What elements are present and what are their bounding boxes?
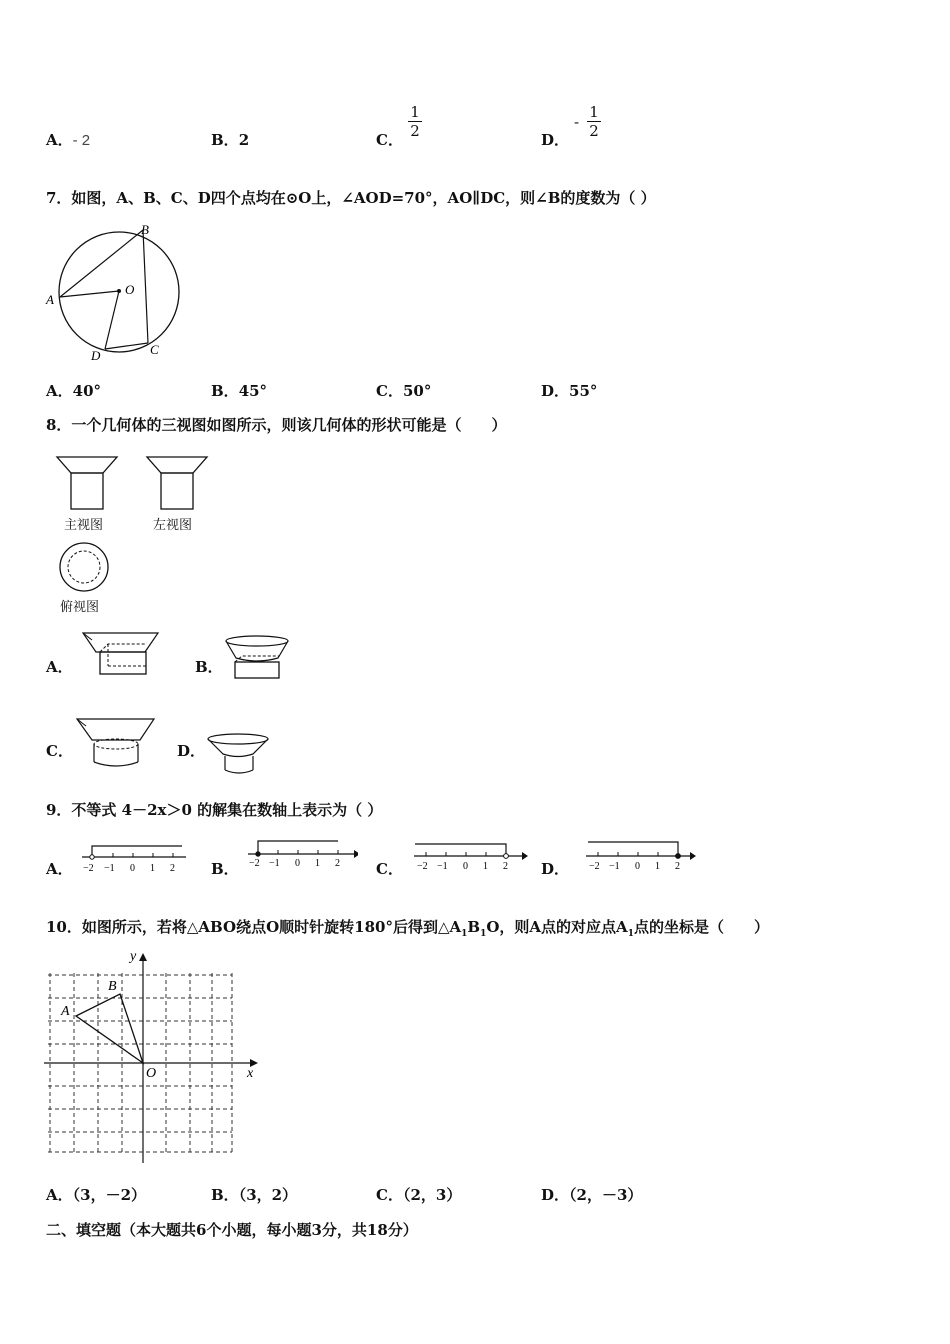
segment-od	[105, 291, 119, 349]
q9-text: 9．不等式 4－2x＞0 的解集在数轴上表示为（ ）	[46, 801, 383, 819]
option-key: D．	[541, 131, 570, 149]
left-view-label: 左视图	[153, 517, 193, 532]
tick-label: −1	[609, 861, 620, 872]
q7-option-b	[211, 380, 267, 401]
option-key: C．	[376, 1186, 403, 1204]
q10-option-d	[541, 1184, 642, 1205]
option-key: A．	[46, 382, 73, 400]
tick-label: 0	[130, 863, 135, 874]
label-y: y	[130, 949, 137, 964]
label-a: A	[46, 292, 54, 307]
tick-label: 1	[483, 861, 488, 872]
q7-option-a	[46, 380, 101, 401]
tick-label: 0	[295, 858, 300, 869]
tick-label: −1	[104, 863, 115, 874]
option-key: B．	[211, 382, 239, 400]
q6-option-a	[46, 129, 90, 150]
option-key: D．	[541, 382, 570, 400]
option-value: （3，－2）	[72, 1186, 147, 1204]
tick-label: −2	[589, 861, 600, 872]
numerator: 1	[408, 103, 422, 122]
q9-option-d: D．	[541, 860, 570, 878]
label-d: D	[91, 348, 101, 363]
option-value: 40°	[72, 382, 102, 400]
section-2-title: 二、填空题（本大题共6个小题，每小题3分，共18分）	[46, 1221, 418, 1239]
tick-label: −2	[417, 861, 428, 872]
subscript: 1	[627, 929, 634, 939]
y-axis-arrow-icon	[139, 953, 147, 961]
q10-text-part: 点的坐标是（ ）	[633, 918, 769, 936]
option-key: D．	[541, 1186, 570, 1204]
label-o: O	[125, 282, 135, 297]
option-key: A．	[46, 131, 73, 149]
center-point	[117, 289, 121, 293]
option-value: （2，3）	[402, 1186, 462, 1204]
option-value: 55°	[569, 382, 598, 400]
tick-label: −1	[437, 861, 448, 872]
q9-option-c: C．	[376, 860, 403, 878]
tick-label: 2	[335, 858, 340, 869]
option-value: 2	[238, 131, 250, 149]
label-x: x	[247, 1066, 254, 1081]
q10-option-b	[211, 1184, 297, 1205]
tick-label: 2	[503, 861, 508, 872]
subscript: 1	[461, 929, 468, 939]
q7-option-d	[541, 380, 597, 401]
q8-option-a-figure	[80, 630, 162, 680]
q8-option-b: B．	[195, 658, 223, 676]
tick-label: −2	[83, 863, 94, 874]
q6-option-c-fraction	[408, 103, 422, 140]
front-view-label: 主视图	[64, 517, 104, 532]
option-value: （3，2）	[238, 1186, 298, 1204]
segment-bc	[143, 230, 148, 343]
label-o: O	[146, 1066, 157, 1081]
q7-circle-figure	[40, 222, 190, 367]
tick-label: 1	[150, 863, 155, 874]
tick-label: 0	[635, 861, 640, 872]
q8-option-d-figure	[205, 732, 273, 778]
q8-option-c: C．	[46, 742, 73, 760]
tick-label: 2	[170, 863, 175, 874]
q10-text-part: 10．如图所示，若将△ABO绕点O顺时针旋转180°后得到△A	[46, 918, 462, 936]
q10-text-part: B	[467, 918, 481, 936]
denominator: 2	[410, 122, 420, 140]
option-key: B．	[211, 131, 239, 149]
option-value: - 2	[72, 132, 91, 149]
option-value: 50°	[402, 382, 432, 400]
tick-label: 1	[655, 861, 660, 872]
q6-option-d	[541, 129, 569, 150]
label-a: A	[61, 1004, 70, 1019]
option-key: B．	[211, 1186, 239, 1204]
q7-option-c	[376, 380, 431, 401]
minus-sign: -	[574, 113, 580, 131]
q8-option-d: D．	[177, 742, 206, 760]
q10-text	[46, 916, 769, 939]
q9-option-a: A．	[46, 860, 73, 878]
q8-top-view	[57, 540, 113, 596]
q8-option-b-figure	[222, 634, 292, 682]
tick-label: 1	[315, 858, 320, 869]
triangle-abo	[76, 994, 143, 1063]
segment-ao	[60, 291, 119, 297]
q9-option-b-numberline	[246, 836, 358, 872]
q9-option-a-numberline	[80, 840, 190, 876]
label-b: B	[141, 222, 149, 237]
q10-text-part: O，则A点的对应点A	[486, 918, 628, 936]
option-value: （2，－3）	[569, 1186, 643, 1204]
q6-option-c	[376, 129, 403, 150]
option-value: 45°	[238, 382, 268, 400]
option-key: C．	[376, 131, 403, 149]
label-b: B	[108, 979, 117, 994]
q10-grid-figure	[42, 945, 264, 1167]
tick-label: −2	[249, 858, 260, 869]
q8-left-view	[145, 455, 210, 515]
q10-option-a	[46, 1184, 146, 1205]
q8-text: 8．一个几何体的三视图如图所示，则该几何体的形状可能是（ ）	[46, 416, 507, 434]
q8-option-a: A．	[46, 658, 73, 676]
q6-option-b	[211, 129, 249, 150]
option-key: C．	[376, 382, 403, 400]
label-c: C	[150, 342, 159, 357]
tick-label: 0	[463, 861, 468, 872]
numerator: 1	[587, 103, 601, 122]
q8-front-view	[55, 455, 120, 515]
option-key: A．	[46, 1186, 73, 1204]
tick-label: 2	[675, 861, 680, 872]
q6-option-d-fraction	[587, 103, 601, 140]
tick-label: −1	[269, 858, 280, 869]
subscript: 1	[480, 929, 487, 939]
q9-option-d-numberline	[584, 836, 700, 876]
q7-text: 7．如图，A、B、C、D四个点均在⊙O上，∠AOD=70°，AO∥DC，则∠B的度数为（ ）	[46, 189, 656, 207]
denominator: 2	[589, 122, 599, 140]
q9-option-c-numberline	[412, 836, 528, 876]
top-view-label: 俯视图	[60, 599, 100, 614]
q8-option-c-figure	[74, 714, 158, 770]
q10-option-c	[376, 1184, 461, 1205]
q9-option-b: B．	[211, 860, 239, 878]
